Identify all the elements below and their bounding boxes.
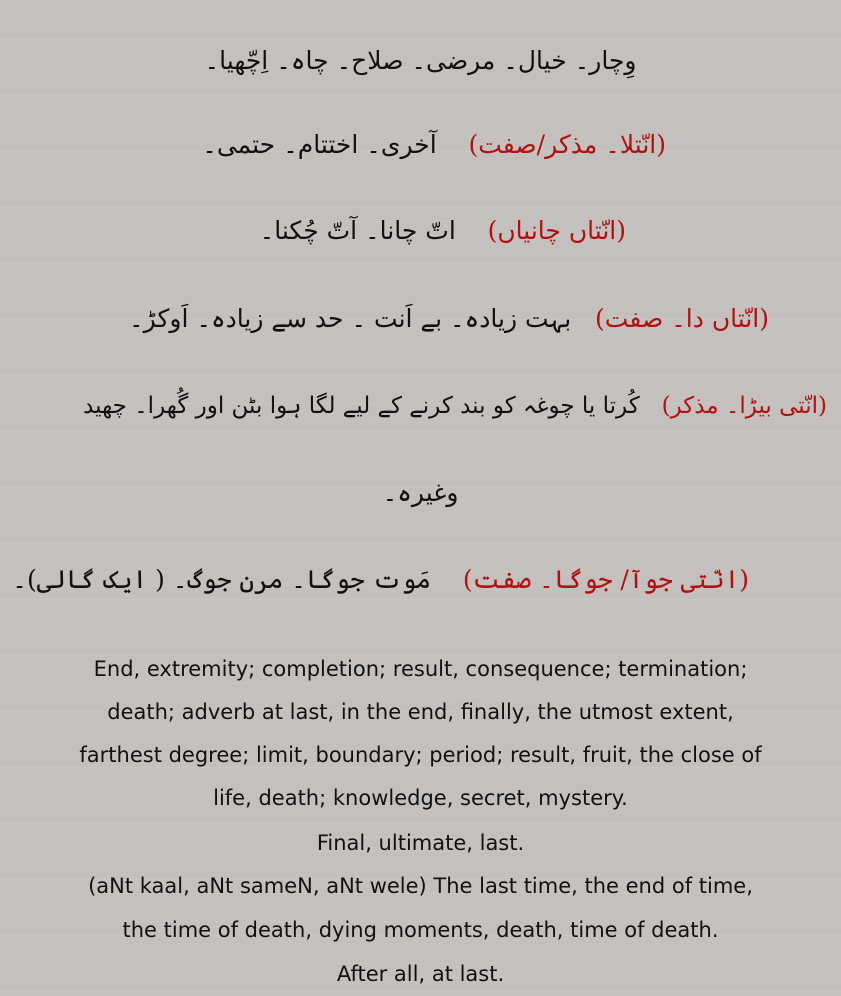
urdu-text: وغیرہ۔ (382, 478, 459, 507)
urdu-tag: (انّتاں دا۔ صفت) (595, 304, 769, 333)
urdu-line-5 (12, 393, 827, 421)
urdu-tag: (انّتاں چانیاں) (487, 216, 626, 245)
urdu-line-7 (12, 565, 749, 595)
urdu-text: وِچار۔ خیال۔ مرضی۔ صلاح۔ چاہ۔ اِچّھیا۔ (204, 46, 637, 75)
urdu-line-4 (12, 304, 769, 334)
english-line: the time of death, dying moments, death, time of death. (122, 918, 719, 942)
urdu-text: مَوت جوگا۔ مرن جوگ۔ ( ایک گالی)۔ (12, 565, 432, 594)
english-line: (aNt kaal, aNt sameN, aNt wele) The last time, the end of time, (88, 874, 753, 898)
english-line: death; adverb at last, in the end, finally, the utmost extent, (107, 700, 734, 724)
urdu-line-1 (12, 46, 829, 76)
english-line: Final, ultimate, last. (316, 831, 525, 855)
urdu-line-3 (12, 216, 626, 246)
urdu-tag: (انّتلا۔ مذکر/صفت) (468, 130, 666, 159)
urdu-text: اتّ چانا۔ آتّ چُکنا۔ (259, 216, 456, 245)
urdu-line-2 (12, 130, 666, 160)
english-line: End, extremity; completion; result, consequence; termination; (93, 657, 748, 681)
english-line: After all, at last. (336, 962, 505, 986)
english-line: life, death; knowledge, secret, mystery. (213, 786, 628, 810)
english-line: farthest degree; limit, boundary; period; result, fruit, the close of (79, 743, 762, 767)
urdu-text: آخری۔ اختتام۔ حتمی۔ (202, 130, 437, 159)
urdu-text: کُرتا یا چوغہ کو بند کرنے کے لیے لگا ہوا بٹن اور گُھرا۔ چھید (83, 393, 640, 419)
urdu-text: بہت زیادہ۔ بے اَنت ۔ حد سے زیادہ۔ اَوکڑ۔ (129, 304, 572, 333)
urdu-line-6 (12, 478, 829, 508)
urdu-tag: (انّتی جوآ/ جوگا۔ صفت) (462, 565, 749, 594)
urdu-tag: (انّتی بیڑا۔ مذکر) (661, 393, 827, 419)
